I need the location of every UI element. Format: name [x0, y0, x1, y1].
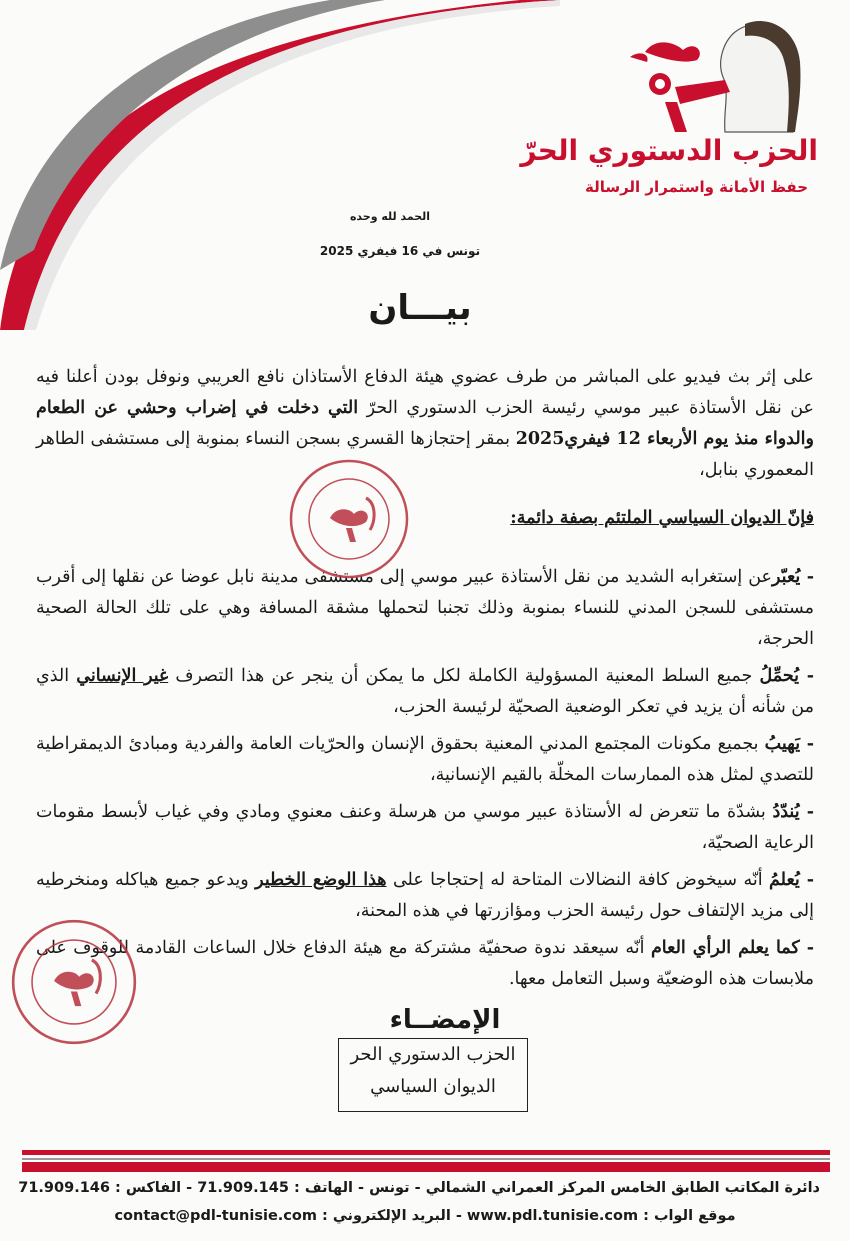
footer-contact: موقع الواب : www.pdl.tunisie.com - البريد الإلكتروني : contact@pdl-tunisie.com	[114, 1208, 736, 1224]
list-dash: -	[800, 734, 814, 754]
item-verb: يُعبّر	[772, 567, 801, 587]
signature-block	[338, 1038, 528, 1112]
list-dash: -	[799, 870, 815, 890]
signature-line-2: الديوان السياسي	[370, 1076, 496, 1097]
list-item	[36, 797, 814, 859]
item-text: أنّه سيعقد ندوة صحفيّة مشتركة مع هيئة الدفاع خلال الساعات القادمة للوقوف على ملابسات هذه الوضعيّة وسبل التعامل معها.	[36, 938, 814, 989]
footer-address: دائرة المكاتب الطابق الخامس المركز العمراني الشمالي - تونس - الهاتف : 71.909.145 - الفاكس : 71.909.146	[18, 1180, 820, 1196]
footer-divider	[22, 1158, 830, 1160]
list-item	[36, 729, 814, 791]
party-slogan: حفظ الأمانة واستمرار الرسالة	[584, 178, 808, 196]
list-dash: -	[799, 802, 814, 822]
item-verb: يُندّدُ	[772, 802, 800, 822]
list-item	[36, 562, 814, 655]
item-text: الذي من شأنه أن يزيد في تعكر الوضعية الصحيّة لرئيسة الحزب،	[36, 666, 814, 717]
header-swoosh	[0, 0, 560, 330]
date-line: تونس في 16 فيفري 2025	[319, 244, 481, 258]
party-stamp-icon	[288, 458, 410, 580]
signature-label: الإمضــاء	[389, 1005, 501, 1035]
item-text: بشدّة ما تتعرض له الأستاذة عبير موسي من هرسلة وعنف معنوي ومادي وفي غياب لأبسط مقومات الرعاية الصحيّة،	[36, 802, 814, 853]
list-item	[36, 661, 814, 723]
opening-phrase: الحمد لله وحده	[349, 210, 431, 223]
item-verb: كما يعلم الرأي العام	[650, 938, 800, 958]
list-dash: -	[799, 938, 815, 958]
party-stamp-icon	[10, 918, 138, 1046]
list-dash: -	[799, 666, 815, 686]
list-item	[36, 933, 814, 995]
intro-text-1: على إثر بث فيديو على المباشر من طرف عضوي هيئة الدفاع الأستاذان نافع العريبي ونوفل بودن أعلنا فيه عن نقل الأستاذة عبير موسي رئيسة الحزب الدستوري الحرّ	[36, 367, 814, 418]
item-text: جميع السلط المعنية المسؤولية الكاملة لكل ما يمكن أن ينجر عن هذا التصرف	[168, 666, 760, 686]
item-verb: يُعلمُ	[769, 870, 800, 890]
section-heading: فإنّ الديوان السياسي الملتئم بصفة دائمة:	[510, 508, 814, 528]
resolution-list	[36, 562, 814, 1001]
signature-line-1: الحزب الدستوري الحر	[350, 1044, 516, 1065]
intro-text-bold: التي دخلت في إضراب وحشي عن الطعام والدواء منذ يوم الأربعاء 12 فيفري2025	[36, 398, 814, 449]
intro-text-3: بمقر إحتجازها القسري بسجن النساء بمنوبة إلى مستشفى الطاهر المعموري بنابل،	[36, 429, 814, 480]
item-verb: يُحمِّلُ	[759, 666, 800, 686]
footer-divider	[22, 1162, 830, 1172]
intro-paragraph	[36, 362, 814, 486]
list-dash: -	[800, 567, 815, 587]
party-name: الحزب الدستوري الحرّ	[520, 134, 818, 167]
document-title: بيـــان	[368, 288, 472, 328]
item-text: بجميع مكونات المجتمع المدني المعنية بحقوق الإنسان والحرّيات العامة والفردية ومبادئ الديمقراطية للتصدي لمثل هذه الممارسات المخلّة بالقيم الإنسانية،	[36, 734, 814, 785]
item-text: أنّه سيخوض كافة النضالات المتاحة له إحتجاجا على	[386, 870, 770, 890]
item-text: ويدعو جميع هياكله ومنخرطيه إلى مزيد الإلتفاف حول رئيسة الحزب ومؤازرتها في هذه المحنة،	[36, 870, 814, 921]
item-underlined: هذا الوضع الخطير	[255, 870, 387, 890]
footer-divider	[22, 1150, 830, 1155]
list-item	[36, 865, 814, 927]
item-underlined: غير الإنساني	[76, 666, 169, 686]
party-logo-icon	[605, 12, 805, 137]
item-verb: يَهيبُ	[764, 734, 801, 754]
item-text: عن إستغرابه الشديد من نقل الأستاذة عبير موسي إلى مستشفى مدينة نابل عوضا عن نقلها إلى أقرب مستشفى للسجن المدني للنساء بمنوبة وذلك تجنبا لتحملها مشقة المسافة وهي على تلك الحالة الصحية الحرجة،	[36, 567, 814, 649]
